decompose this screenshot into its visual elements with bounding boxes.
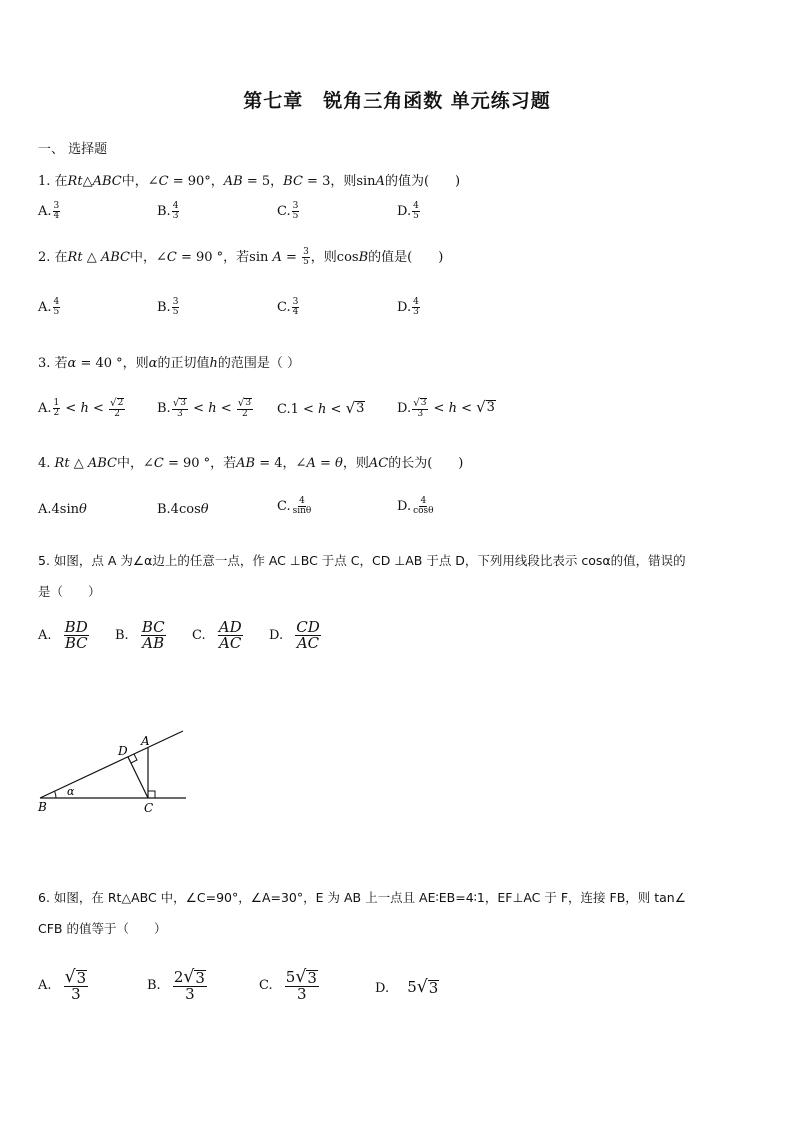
option-fraction xyxy=(172,298,180,317)
variable-h: h xyxy=(448,401,457,417)
option-fraction xyxy=(292,202,300,221)
fraction-denominator: 2 xyxy=(53,408,60,419)
q4-text: △ xyxy=(69,456,88,471)
label-c: C xyxy=(144,801,154,815)
fraction-numerator: AD xyxy=(218,618,242,636)
option-label: B.4cos xyxy=(157,502,201,517)
q4-text: 的长为( ) xyxy=(388,456,464,471)
question-4-stem xyxy=(38,452,463,471)
q1-option-a[interactable] xyxy=(38,202,61,221)
option-label: B. xyxy=(157,300,171,315)
q2-option-c[interactable] xyxy=(277,298,300,317)
option-label: D. xyxy=(397,499,412,514)
fraction-denominator: BC xyxy=(64,634,88,652)
q1-text: △ xyxy=(82,174,93,189)
sqrt-symbol: √ 3 xyxy=(345,399,365,417)
option-fraction xyxy=(292,298,300,317)
q4-option-a[interactable] xyxy=(38,502,87,517)
q3-option-c[interactable] xyxy=(277,401,365,417)
q4-text: = 90 °，若 xyxy=(163,456,237,471)
q4-option-d[interactable] xyxy=(397,497,436,516)
label-a: A xyxy=(141,734,150,748)
q2-option-d[interactable] xyxy=(397,298,421,317)
variable-h: h xyxy=(318,402,327,417)
q4-text: A xyxy=(306,456,316,471)
less-than: < xyxy=(216,401,236,417)
right-angle-mark-c xyxy=(148,791,155,798)
section-heading: 一、 选择题 xyxy=(38,142,108,157)
fraction-denominator: 3 xyxy=(172,211,179,221)
sqrt-symbol: √ 3 xyxy=(476,398,495,417)
q2-text: C xyxy=(166,250,177,265)
label-d: D xyxy=(118,744,128,758)
q1-option-c[interactable] xyxy=(277,202,300,221)
sqrt-symbol: √ 3 xyxy=(172,397,187,410)
fraction-denominator: 5 xyxy=(292,211,299,221)
q2-text: Rt xyxy=(67,250,83,265)
q4-text: θ xyxy=(335,456,343,471)
option-fraction xyxy=(109,398,125,419)
option-label: A.4sin xyxy=(38,502,79,517)
sqrt-symbol: √ 3 xyxy=(64,967,87,987)
fraction-numerator: BD xyxy=(64,618,88,636)
radicand: 2 xyxy=(117,398,124,408)
variable-h: h xyxy=(208,401,217,417)
option-label: B. xyxy=(115,628,129,643)
option-fraction xyxy=(412,202,420,221)
q6-option-c[interactable] xyxy=(259,969,320,1002)
q4-text: ABC xyxy=(87,456,117,471)
fraction-numerator: 3 xyxy=(53,201,60,211)
q2-text: 的值是( ) xyxy=(368,250,444,265)
q4-text: AB xyxy=(236,456,256,471)
label-b: B xyxy=(38,800,47,814)
q1-text: BC xyxy=(283,174,303,189)
q2-text: A xyxy=(272,250,282,265)
q1-text: C xyxy=(158,174,169,189)
fraction-numerator: 3 xyxy=(303,247,309,257)
q1-text: AB xyxy=(223,174,243,189)
option-fraction xyxy=(53,202,61,221)
option-fraction xyxy=(172,202,180,221)
fraction-denominator: 3 xyxy=(413,307,419,317)
option-label: D. xyxy=(397,300,412,315)
less-than: < xyxy=(456,401,477,417)
question-6-line-2: CFB 的值等于（ ） xyxy=(38,921,167,936)
q3-text: α xyxy=(67,356,77,371)
radicand: 3 xyxy=(356,401,365,417)
q2-text: = 90 °，若sin xyxy=(176,250,273,265)
option-fraction xyxy=(412,497,435,516)
fraction-numerator: BC xyxy=(141,618,165,636)
variable-theta: θ xyxy=(79,502,87,517)
fraction-denominator: cosθ xyxy=(413,506,434,516)
q4-text: ，则 xyxy=(342,456,369,471)
fraction-numerator: 1 xyxy=(53,398,60,409)
q2-text: B xyxy=(358,250,369,265)
q2-text: = xyxy=(281,250,302,265)
q4-text: = 4，∠ xyxy=(255,456,307,471)
q4-text: AC xyxy=(368,456,389,471)
segment-cd xyxy=(128,757,148,798)
q3-text: = 40 °，则 xyxy=(76,356,149,371)
q3-text: 的范围是（ ） xyxy=(217,356,300,371)
radicand: 3 xyxy=(180,398,187,408)
fraction-denominator: 3 xyxy=(297,985,307,1004)
option-fraction xyxy=(412,398,428,419)
coefficient: 5 xyxy=(285,968,296,986)
q3-option-a[interactable] xyxy=(38,398,126,419)
q4-text: 中，∠ xyxy=(116,456,154,471)
radicand: 3 xyxy=(420,398,427,408)
option-label: D. xyxy=(269,628,284,643)
q2-text: ABC xyxy=(100,250,130,265)
option-label: C. xyxy=(259,978,273,994)
fraction-denominator: AC xyxy=(296,634,320,652)
q4-option-c[interactable] xyxy=(277,497,313,516)
fraction-denominator: 5 xyxy=(413,211,419,221)
option-label: B. xyxy=(157,401,171,417)
fraction-denominator: 3 xyxy=(176,409,183,420)
question-3-stem xyxy=(38,352,300,371)
q2-text: △ xyxy=(82,250,101,265)
page-title: 第七章 锐角三角函数 单元练习题 xyxy=(243,90,551,112)
option-label: D. xyxy=(397,401,412,417)
q3-text: 的正切值 xyxy=(157,356,210,371)
radicand: 3 xyxy=(486,400,495,416)
option-fraction xyxy=(218,620,243,651)
variable-h: h xyxy=(80,401,89,417)
label-alpha: α xyxy=(67,785,75,798)
sqrt-symbol: √ 3 xyxy=(295,967,317,987)
question-5-line-2: 是（ ） xyxy=(38,584,101,599)
option-label: D. xyxy=(397,204,412,219)
q1-text: A xyxy=(375,174,385,189)
q3-text: h xyxy=(209,356,218,371)
option-fraction xyxy=(53,399,61,418)
q5-option-d[interactable] xyxy=(269,620,322,651)
fraction-denominator: sinθ xyxy=(292,506,312,516)
less-than: < xyxy=(88,401,108,417)
option-fraction xyxy=(292,497,313,516)
fraction-numerator: CD xyxy=(296,618,320,636)
fraction-denominator: 2 xyxy=(242,409,248,420)
option-label: C. xyxy=(192,628,206,643)
q1-text: 的值为( ) xyxy=(384,174,461,189)
option-label: C. xyxy=(277,499,291,514)
radicand: 3 xyxy=(245,398,252,408)
less-than: < xyxy=(189,401,209,417)
option-label: A. xyxy=(38,204,52,219)
fraction-numerator: 3 xyxy=(172,297,179,307)
q2-option-b[interactable] xyxy=(157,298,180,317)
q5-figure xyxy=(30,722,200,822)
sqrt-symbol: √ 3 xyxy=(413,397,427,410)
question-1-stem xyxy=(38,170,460,189)
q4-text: = xyxy=(315,456,336,471)
q1-text: ABC xyxy=(92,174,122,189)
fraction-denominator: AC xyxy=(219,634,242,652)
q5-option-a[interactable] xyxy=(38,620,90,651)
q5-option-b[interactable] xyxy=(115,620,167,651)
fraction-denominator: 5 xyxy=(172,307,179,317)
option-fraction xyxy=(172,398,188,419)
fraction-denominator: 3 xyxy=(185,985,195,1004)
coefficient: 5 xyxy=(407,978,417,996)
radicand: 3 xyxy=(195,968,205,987)
q2-stem-fraction xyxy=(302,248,310,267)
option-value xyxy=(407,978,439,996)
fraction-numerator: 4 xyxy=(53,297,60,307)
fraction-numerator: 4 xyxy=(413,201,419,211)
option-label: A. xyxy=(38,401,52,417)
sqrt-symbol: √ 3 xyxy=(183,967,205,987)
q2-text: 中，∠ xyxy=(129,250,167,265)
fraction-denominator: 4 xyxy=(53,211,60,221)
radicand: 3 xyxy=(428,978,439,997)
option-label: A. xyxy=(38,978,52,994)
fraction-numerator: 3 xyxy=(292,297,299,307)
option-label: D. xyxy=(375,981,390,996)
radicand: 3 xyxy=(76,968,87,987)
option-label: C.1 < xyxy=(277,402,319,417)
sqrt-symbol: √ 3 xyxy=(237,397,252,410)
q2-option-a[interactable] xyxy=(38,298,61,317)
question-2-stem xyxy=(38,246,443,267)
option-label: B. xyxy=(157,204,171,219)
q3-option-d[interactable] xyxy=(397,398,496,419)
option-fraction xyxy=(237,398,253,419)
question-6-line-1: 6. 如图，在 Rt△ABC 中，∠C=90°，∠A=30°，E 为 AB 上一点且 AE∶EB=4∶1，EF⊥AC 于 F，连接 FB，则 tan∠ xyxy=(38,890,686,905)
q5-option-c[interactable] xyxy=(192,620,244,651)
sqrt-symbol: √ 2 xyxy=(109,397,124,410)
q2-text: 2. 在 xyxy=(38,250,68,265)
option-fraction xyxy=(412,298,420,317)
q3-option-b[interactable] xyxy=(157,398,254,419)
q4-text: C xyxy=(153,456,164,471)
question-5-line-1: 5. 如图，点 A 为∠α边上的任意一点，作 AC ⊥BC 于点 C，CD ⊥AB 于点 D，下列用线段比表示 cosα的值，错误的 xyxy=(38,553,686,568)
option-label: C. xyxy=(277,300,291,315)
option-label: A. xyxy=(38,300,52,315)
fraction-denominator: 3 xyxy=(71,985,81,1004)
q2-text: ，则cos xyxy=(310,250,359,265)
option-label: C. xyxy=(277,204,291,219)
variable-theta: θ xyxy=(200,502,209,517)
coefficient: 2 xyxy=(173,968,184,986)
q4-text: 4. xyxy=(38,456,55,471)
q1-text: = 5， xyxy=(242,174,284,189)
sqrt-symbol: √ 3 xyxy=(416,977,439,997)
less-than: < xyxy=(326,402,346,417)
q4-text: Rt xyxy=(54,456,70,471)
fraction-numerator: 4 xyxy=(299,496,305,506)
option-label: A. xyxy=(38,628,52,643)
fraction-numerator: 4 xyxy=(413,297,419,307)
option-label: B. xyxy=(147,978,161,994)
fraction-denominator: 5 xyxy=(303,257,309,267)
fraction-denominator: AB xyxy=(142,634,165,652)
q1-text: 中，∠ xyxy=(121,174,159,189)
less-than: < xyxy=(429,401,449,417)
q1-text: = 90°， xyxy=(168,174,224,189)
radicand: 3 xyxy=(307,968,317,987)
q1-option-d[interactable] xyxy=(397,202,421,221)
fraction-numerator: 3 xyxy=(292,201,299,211)
q1-text: = 3，则sin xyxy=(302,174,376,189)
fraction-numerator: 4 xyxy=(420,496,427,506)
option-fraction xyxy=(141,620,166,651)
q1-text: Rt xyxy=(67,174,83,189)
fraction-numerator: 4 xyxy=(172,201,179,211)
angle-arc-alpha xyxy=(55,791,57,798)
fraction-denominator: 5 xyxy=(53,307,60,317)
less-than: < xyxy=(61,401,81,417)
option-fraction xyxy=(53,298,61,317)
option-fraction xyxy=(64,969,89,1002)
q1-text: 1. 在 xyxy=(38,174,68,189)
fraction-denominator: 3 xyxy=(417,409,424,420)
ray-ba xyxy=(40,731,183,798)
option-fraction xyxy=(64,620,89,651)
q4-option-b[interactable] xyxy=(157,502,209,517)
fraction-denominator: 2 xyxy=(114,409,121,420)
option-fraction xyxy=(173,969,207,1002)
fraction-denominator: 4 xyxy=(292,307,299,317)
q6-option-b[interactable] xyxy=(147,969,208,1002)
option-fraction xyxy=(295,620,321,651)
q3-text: α xyxy=(148,356,158,371)
q6-option-a[interactable] xyxy=(38,969,89,1002)
q1-option-b[interactable] xyxy=(157,202,180,221)
option-fraction xyxy=(285,969,319,1002)
q3-text: 3. 若 xyxy=(38,356,68,371)
q6-option-d[interactable] xyxy=(375,978,439,996)
